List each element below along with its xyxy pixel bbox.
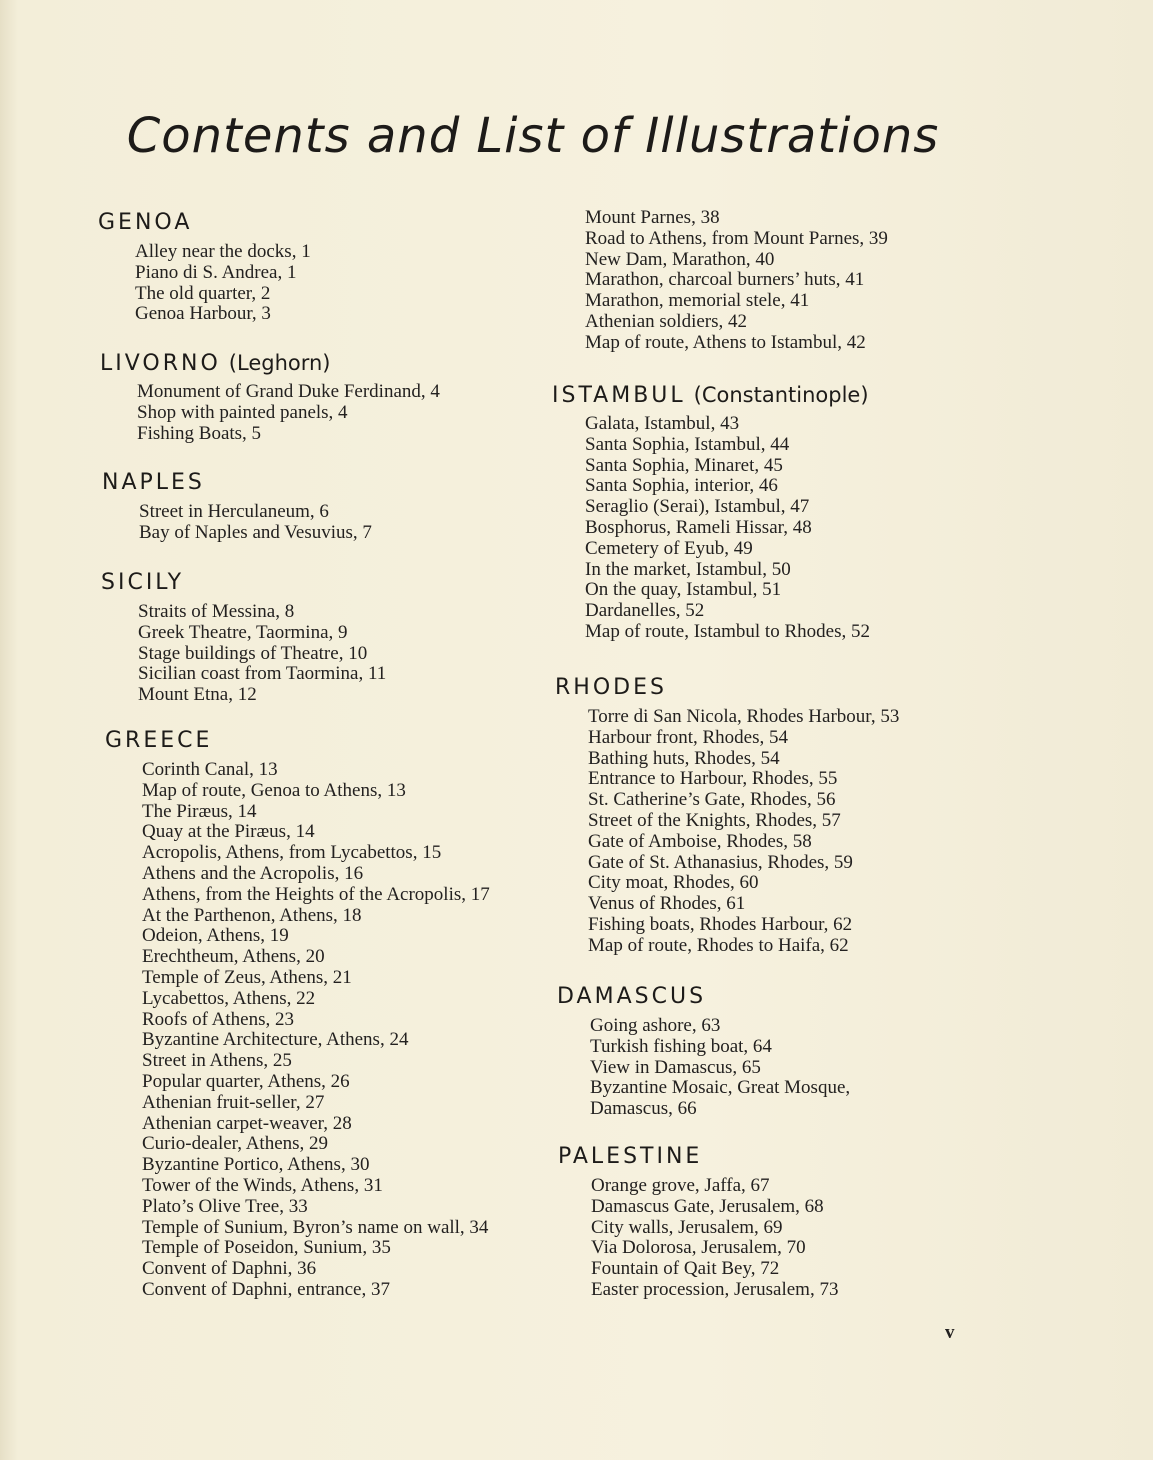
illustration-entry: New Dam, Marathon, 40: [585, 248, 775, 270]
illustration-entry: Corinth Canal, 13: [142, 759, 278, 780]
section-livorno: [100, 348, 440, 444]
illustration-entry: The old quarter, 2: [135, 282, 271, 304]
section-heading-name: GENOA: [98, 210, 193, 235]
illustration-entry: Map of route, Istambul to Rhodes, 52: [585, 620, 870, 642]
illustration-entry: Athenian soldiers, 42: [585, 310, 748, 332]
illustration-entry: Erechtheum, Athens, 20: [142, 946, 325, 968]
illustration-entry: Byzantine Mosaic, Great Mosque,: [590, 1077, 851, 1099]
section-heading: [555, 673, 899, 703]
illustration-entry: Mount Parnes, 38: [585, 207, 720, 228]
section-heading-name: ISTAMBUL: [552, 383, 686, 408]
illustration-entry: Temple of Zeus, Athens, 21: [142, 966, 352, 988]
illustration-entry: Byzantine Portico, Athens, 30: [142, 1154, 370, 1176]
illustration-entry: The Piræus, 14: [142, 800, 257, 822]
illustration-entry: Torre di San Nicola, Rhodes Harbour, 53: [588, 706, 900, 727]
illustration-entry: Street in Athens, 25: [142, 1050, 292, 1072]
illustration-entry: Harbour front, Rhodes, 54: [588, 726, 788, 748]
section-heading-name: RHODES: [555, 675, 667, 700]
illustration-list: [98, 242, 311, 325]
illustration-entry: Bay of Naples and Vesuvius, 7: [139, 521, 372, 543]
illustration-entry: Orange grove, Jaffa, 67: [591, 1175, 770, 1196]
illustration-entry: Roofs of Athens, 23: [142, 1008, 294, 1030]
illustration-entry: Odeion, Athens, 19: [142, 925, 289, 947]
illustration-entry: Turkish fishing boat, 64: [590, 1035, 772, 1057]
section-sicily: [101, 568, 386, 706]
illustration-entry: Map of route, Athens to Istambul, 42: [585, 331, 866, 353]
section-heading: [98, 208, 311, 238]
illustration-entry: Seraglio (Serai), Istambul, 47: [585, 496, 810, 518]
section-istambul: [552, 380, 870, 643]
illustration-entry: St. Catherine’s Gate, Rhodes, 56: [588, 789, 836, 811]
illustration-entry: Bosphorus, Rameli Hissar, 48: [585, 516, 812, 538]
illustration-entry: Street of the Knights, Rhodes, 57: [588, 809, 841, 831]
section-naples: [102, 468, 372, 544]
illustration-list: [557, 1016, 850, 1120]
section-heading-name: NAPLES: [102, 470, 205, 495]
illustration-entry: Gate of St. Athanasius, Rhodes, 59: [588, 851, 853, 873]
illustration-entry: Greek Theatre, Taormina, 9: [138, 621, 348, 643]
section-heading-subtitle: (Leghorn): [228, 351, 331, 375]
illustration-entry: Marathon, memorial stele, 41: [585, 290, 810, 312]
illustration-entry: Popular quarter, Athens, 26: [142, 1070, 350, 1092]
illustration-entry: Lycabettos, Athens, 22: [142, 987, 316, 1009]
illustration-entry: Damascus Gate, Jerusalem, 68: [591, 1195, 824, 1217]
section-damascus: [557, 982, 850, 1120]
illustration-entry: View in Damascus, 65: [590, 1056, 761, 1078]
section-heading: [552, 380, 870, 410]
section-heading: [558, 1142, 838, 1172]
illustration-entry: Galata, Istambul, 43: [585, 413, 740, 434]
illustration-entry: Map of route, Rhodes to Haifa, 62: [588, 934, 849, 956]
illustration-entry: Temple of Sunium, Byron’s name on wall, 34: [142, 1216, 489, 1238]
illustration-entry: Map of route, Genoa to Athens, 13: [142, 779, 406, 801]
illustration-entry: Entrance to Harbour, Rhodes, 55: [588, 768, 838, 790]
illustration-entry: Athens, from the Heights of the Acropolis, 17: [142, 883, 490, 905]
illustration-entry: Cemetery of Eyub, 49: [585, 537, 753, 559]
illustration-entry: At the Parthenon, Athens, 18: [142, 904, 362, 926]
illustration-entry: Acropolis, Athens, from Lycabettos, 15: [142, 842, 442, 864]
section-heading-name: LIVORNO: [100, 351, 221, 376]
illustration-entry: Convent of Daphni, 36: [142, 1258, 317, 1280]
illustration-list: [101, 602, 386, 706]
illustration-entry: Marathon, charcoal burners’ huts, 41: [585, 269, 865, 291]
page-number: v: [945, 1322, 955, 1343]
illustration-entry: In the market, Istambul, 50: [585, 558, 791, 580]
illustration-entry: Road to Athens, from Mount Parnes, 39: [585, 227, 888, 249]
illustration-entry: Going ashore, 63: [590, 1015, 721, 1036]
illustration-entry: Temple of Poseidon, Sunium, 35: [142, 1237, 391, 1259]
illustration-list: [102, 502, 372, 544]
section-heading: [101, 568, 386, 598]
illustration-entry: Athenian fruit-seller, 27: [142, 1091, 325, 1113]
illustration-entry: Via Dolorosa, Jerusalem, 70: [591, 1237, 806, 1259]
illustration-entry: Damascus, 66: [590, 1098, 697, 1120]
section-palestine: [558, 1142, 838, 1301]
illustration-entry: Alley near the docks, 1: [135, 241, 311, 262]
section-heading: [100, 348, 440, 378]
illustration-entry: Fountain of Qait Bey, 72: [591, 1258, 780, 1280]
illustration-entry: Athens and the Acropolis, 16: [142, 862, 364, 884]
illustration-entry: Piano di S. Andrea, 1: [135, 261, 297, 283]
illustration-entry: Stage buildings of Theatre, 10: [138, 642, 368, 664]
illustration-entry: On the quay, Istambul, 51: [585, 579, 782, 601]
illustration-entry: Athenian carpet-weaver, 28: [142, 1112, 352, 1134]
section-heading-name: GREECE: [105, 728, 213, 753]
illustration-entry: Monument of Grand Duke Ferdinand, 4: [137, 381, 440, 402]
illustration-entry: Fishing boats, Rhodes Harbour, 62: [588, 913, 853, 935]
illustration-entry: Sicilian coast from Taormina, 11: [138, 663, 387, 685]
illustration-entry: City walls, Jerusalem, 69: [591, 1216, 783, 1238]
illustration-entry: Quay at the Piræus, 14: [142, 821, 315, 843]
illustration-entry: Street in Herculaneum, 6: [139, 501, 329, 522]
illustration-entry: Gate of Amboise, Rhodes, 58: [588, 830, 812, 852]
illustration-entry: Fishing Boats, 5: [137, 422, 262, 444]
illustration-entry: Santa Sophia, Istambul, 44: [585, 433, 790, 455]
illustration-entry: Bathing huts, Rhodes, 54: [588, 747, 780, 769]
illustration-entry: Venus of Rhodes, 61: [588, 893, 746, 915]
illustration-entry: Santa Sophia, interior, 46: [585, 475, 778, 497]
illustration-entry: Convent of Daphni, entrance, 37: [142, 1278, 390, 1300]
illustration-entry: Shop with painted panels, 4: [137, 401, 348, 423]
section-heading: [557, 982, 850, 1012]
illustration-entry: Easter procession, Jerusalem, 73: [591, 1278, 839, 1300]
illustration-entry: Santa Sophia, Minaret, 45: [585, 454, 783, 476]
illustration-list: [105, 760, 490, 1301]
section-genoa: [98, 208, 311, 325]
illustration-list: [552, 414, 870, 643]
section-rhodes: [555, 673, 899, 957]
illustration-entry: Curio-dealer, Athens, 29: [142, 1133, 329, 1155]
section-heading-name: SICILY: [101, 570, 185, 595]
page-title: Contents and List of Illustrations: [126, 108, 940, 164]
illustration-entry: Genoa Harbour, 3: [135, 303, 271, 325]
illustration-entry: City moat, Rhodes, 60: [588, 872, 759, 894]
illustration-entry: Mount Etna, 12: [138, 684, 257, 706]
illustration-entry: Tower of the Winds, Athens, 31: [142, 1174, 383, 1196]
section-greece: [105, 726, 490, 1301]
section-heading: [102, 468, 372, 498]
illustration-entry: Straits of Messina, 8: [138, 601, 295, 622]
illustration-list: [100, 382, 440, 444]
illustration-entry: Plato’s Olive Tree, 33: [142, 1195, 308, 1217]
section-heading-subtitle: (Constantinople): [693, 383, 869, 407]
illustration-list: [558, 1176, 838, 1301]
illustration-entry: Byzantine Architecture, Athens, 24: [142, 1029, 409, 1051]
illustration-list: [555, 707, 899, 957]
section-heading-name: DAMASCUS: [557, 984, 707, 1009]
illustration-entry: Dardanelles, 52: [585, 600, 705, 622]
section-heading: [105, 726, 490, 756]
continued-illustration-list: [552, 208, 888, 354]
section-heading-name: PALESTINE: [558, 1144, 703, 1169]
